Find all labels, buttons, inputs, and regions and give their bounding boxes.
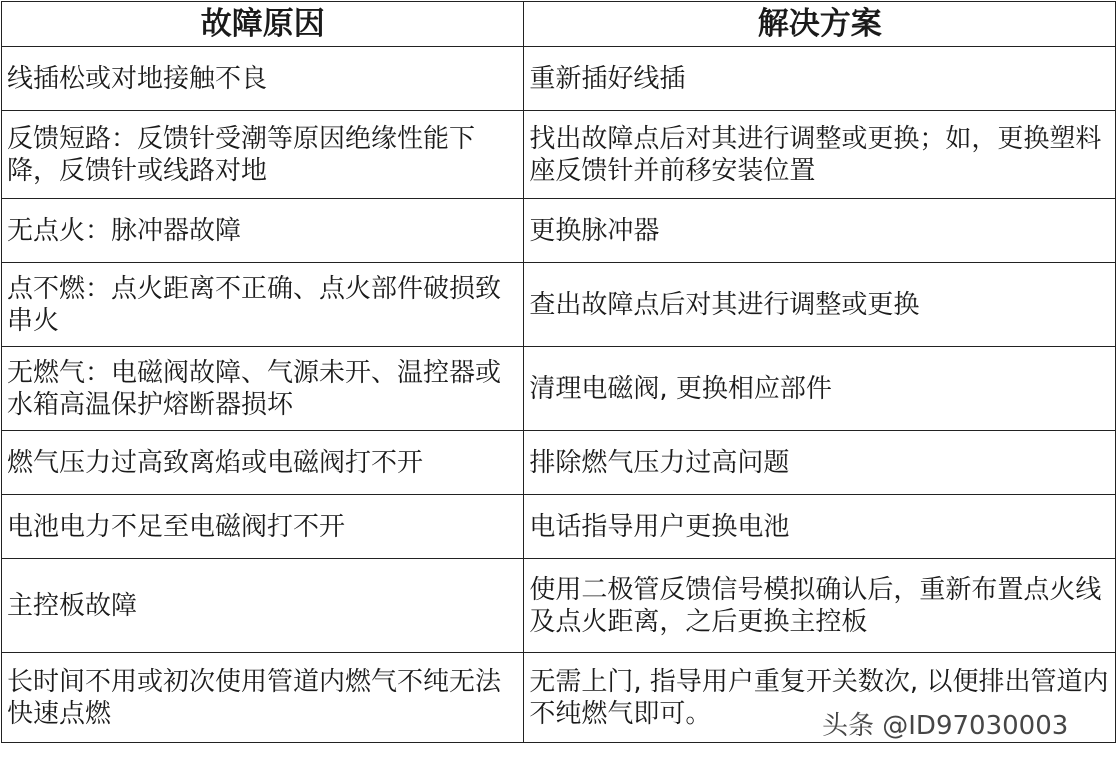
cause-cell: 无点火：脉冲器故障: [2, 199, 524, 263]
table-row: [2, 495, 1116, 559]
cause-cell: 无燃气：电磁阀故障、气源未开、温控器或水箱高温保护熔断器损坏: [2, 347, 524, 431]
cause-cell: 电池电力不足至电磁阀打不开: [2, 495, 524, 559]
solution-cell: 无需上门, 指导用户重复开关数次, 以便排出管道内不纯燃气即可。: [524, 653, 1116, 743]
header-solution: 解决方案: [524, 2, 1116, 47]
table-row: [2, 199, 1116, 263]
header-cause: 故障原因: [2, 2, 524, 47]
solution-cell: 更换脉冲器: [524, 199, 1116, 263]
cause-cell: 燃气压力过高致离焰或电磁阀打不开: [2, 431, 524, 495]
table-row: [2, 263, 1116, 347]
table-row: [2, 559, 1116, 653]
cause-cell: 主控板故障: [2, 559, 524, 653]
solution-cell: 找出故障点后对其进行调整或更换；如，更换塑料座反馈针并前移安装位置: [524, 111, 1116, 199]
table-row: [2, 431, 1116, 495]
cause-cell: 反馈短路：反馈针受潮等原因绝缘性能下降，反馈针或线路对地: [2, 111, 524, 199]
cause-cell: 点不燃：点火距离不正确、点火部件破损致串火: [2, 263, 524, 347]
solution-cell: 排除燃气压力过高问题: [524, 431, 1116, 495]
table-row: [2, 347, 1116, 431]
solution-cell: 使用二极管反馈信号模拟确认后，重新布置点火线及点火距离，之后更换主控板: [524, 559, 1116, 653]
table-row: [2, 111, 1116, 199]
table-header-row: [2, 2, 1116, 47]
solution-cell: 清理电磁阀, 更换相应部件: [524, 347, 1116, 431]
solution-cell: 重新插好线插: [524, 47, 1116, 111]
solution-cell: 查出故障点后对其进行调整或更换: [524, 263, 1116, 347]
fault-table: [1, 1, 1116, 743]
solution-cell: 电话指导用户更换电池: [524, 495, 1116, 559]
watermark: 头条 @ID97030003: [822, 705, 1068, 742]
cause-cell: 线插松或对地接触不良: [2, 47, 524, 111]
cause-cell: 长时间不用或初次使用管道内燃气不纯无法快速点燃: [2, 653, 524, 743]
table-row: [2, 47, 1116, 111]
